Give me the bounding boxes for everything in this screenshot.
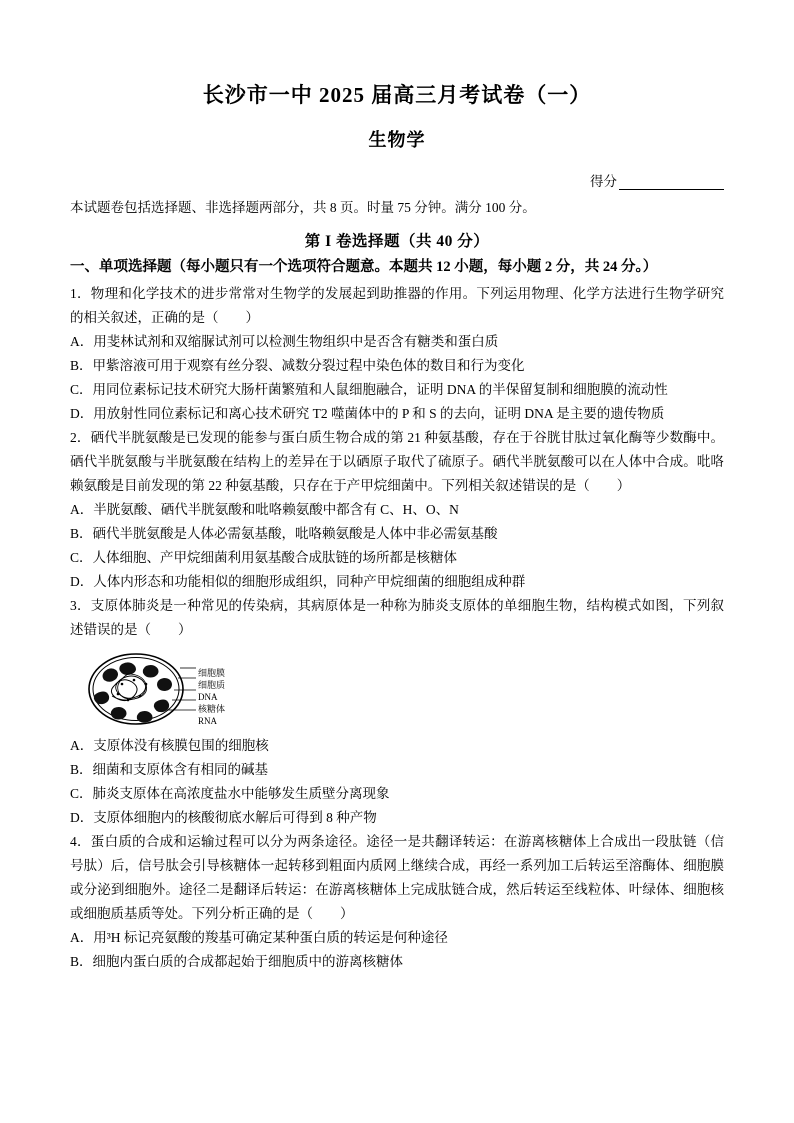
question-4 — [70, 830, 724, 974]
section-heading: 第 I 卷选择题（共 40 分） — [304, 233, 490, 251]
option-d[interactable]: D．人体内形态和功能相似的细胞形成组织，同种产甲烷细菌的细胞组成种群 — [70, 573, 526, 589]
option-c[interactable]: C．肺炎支原体在高浓度盐水中能够发生质壁分离现象 — [70, 786, 390, 802]
option-b[interactable]: B．硒代半胱氨酸是人体必需氨基酸，吡咯赖氨酸是人体中非必需氨基酸 — [70, 525, 498, 541]
score-row — [70, 170, 724, 190]
page-title: 长沙市一中 2025 届高三月考试卷（一） — [202, 83, 592, 107]
option-a[interactable]: A．用斐林试剂和双缩脲试剂可以检测生物组织中是否含有糖类和蛋白质 — [70, 333, 499, 349]
diagram-label-3: 核糖体 — [198, 703, 226, 714]
question-stem: 1．物理和化学技术的进步常常对生物学的发展起到助推器的作用。下列运用物理、化学方法进行生物学研究的相关叙述，正确的是（ ） — [70, 285, 724, 325]
option-a[interactable]: A．支原体没有核膜包围的细胞核 — [70, 738, 269, 753]
option-a[interactable]: A．用³H 标记亮氨酸的羧基可确定某种蛋白质的转运是何种途径 — [70, 930, 448, 946]
page-subtitle: 生物学 — [368, 129, 426, 150]
option-d[interactable]: D．支原体细胞内的核酸彻底水解后可得到 8 种产物 — [70, 810, 377, 826]
mycoplasma-diagram — [70, 650, 724, 728]
score-blank-field[interactable] — [619, 174, 724, 190]
option-a[interactable]: A．半胱氨酸、硒代半胱氨酸和吡咯赖氨酸中都含有 C、H、O、N — [70, 501, 459, 517]
question-stem: 2．硒代半胱氨酸是已发现的能参与蛋白质生物合成的第 21 种氨基酸，存在于谷胱甘肽过氧化酶等少数酶中。硒代半胱氨酸与半胱氨酸在结构上的差异在于以硒原子取代了硫原子。硒代半胱氨酸可以在人体中合成。吡咯赖氨酸是目前发现的第 22 种氨基酸，只存在于产甲烷细菌中。下列相关叙述错误的是（ ） — [70, 429, 724, 493]
part-heading: 一、单项选择题（每小题只有一个选项符合题意。本题共 12 小题，每小题 2 分，共 24 分。） — [70, 259, 658, 276]
question-stem: 4．蛋白质的合成和运输过程可以分为两条途径。途径一是共翻译转运：在游离核糖体上合成出一段肽链（信号肽）后，信号肽会引导核糖体一起转移到粗面内质网上继续合成，再经一系列加工后转运至溶酶体、细胞膜或分泌到细胞外。途径二是翻译后转运：在游离核糖体上完成肽链合成，然后转运至线粒体、叶绿体、细胞核或细胞质基质等处。下列分析正确的是（ ） — [70, 834, 724, 922]
option-b[interactable]: B．细胞内蛋白质的合成都起始于细胞质中的游离核糖体 — [70, 954, 404, 970]
diagram-label-0: 细胞膜 — [198, 668, 226, 678]
diagram-label-1: 细胞质 — [198, 679, 226, 690]
score-label: 得分 — [590, 173, 617, 189]
option-b[interactable]: B．甲紫溶液可用于观察有丝分裂、减数分裂过程中染色体的数目和行为变化 — [70, 357, 525, 373]
question-3 — [70, 594, 724, 830]
diagram-label-2: DNA — [198, 691, 218, 702]
exam-instructions: 本试题卷包括选择题、非选择题两部分，共 8 页。时量 75 分钟。满分 100 分。 — [70, 199, 536, 215]
option-b[interactable]: B．细菌和支原体含有相同的碱基 — [70, 762, 269, 778]
question-1 — [70, 282, 724, 426]
option-d[interactable]: D．用放射性同位素标记和离心技术研究 T2 噬菌体中的 P 和 S 的去向，证明 DNA 是主要的遗传物质 — [70, 405, 665, 421]
mycoplasma-cell-illustration — [84, 650, 196, 728]
option-c[interactable]: C．人体细胞、产甲烷细菌利用氨基酸合成肽链的场所都是核糖体 — [70, 549, 458, 565]
question-stem: 3．支原体肺炎是一种常见的传染病，其病原体是一种称为肺炎支原体的单细胞生物，结构模式如图，下列叙述错误的是（ ） — [70, 597, 724, 637]
question-2 — [70, 426, 724, 594]
option-c[interactable]: C．用同位素标记技术研究大肠杆菌繁殖和人鼠细胞融合，证明 DNA 的半保留复制和细胞膜的流动性 — [70, 381, 668, 397]
diagram-label-4: RNA — [198, 715, 218, 726]
diagram-labels — [198, 650, 225, 727]
